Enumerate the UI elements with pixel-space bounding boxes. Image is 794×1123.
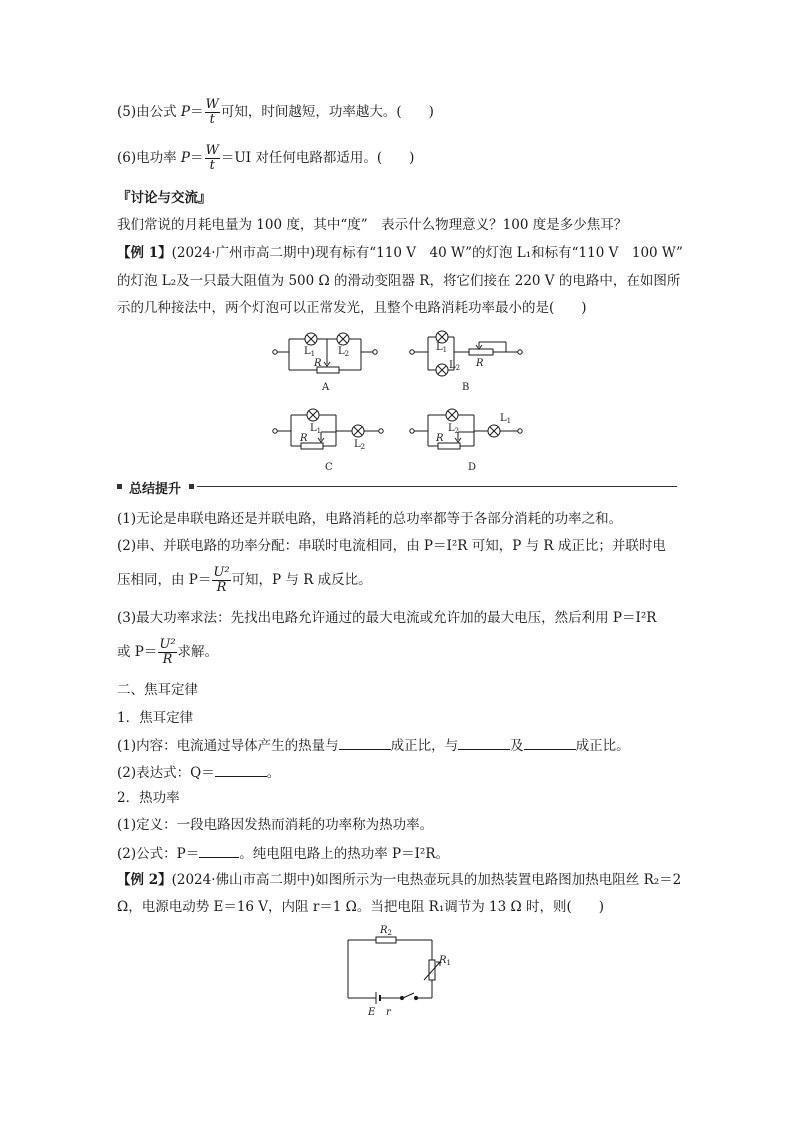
fraction-w-over-t: $\frac{W}{t}$ bbox=[205, 97, 219, 127]
fill-blank bbox=[199, 843, 239, 858]
label-a: A bbox=[322, 382, 330, 393]
example2-circuit-figure bbox=[336, 920, 456, 1020]
subsection-heat-power: 2．热功率 bbox=[117, 790, 180, 806]
label-e: E bbox=[368, 1007, 376, 1018]
divider bbox=[197, 486, 677, 487]
example1-line1: 【例 1】(2024·广州市高二期中)现有标有“110 V 40 W”的灯泡 L₁和标有“110 V 100 W” bbox=[117, 245, 683, 261]
summary-heading: 总结提升 bbox=[129, 482, 182, 497]
label-l2: $L_2$ bbox=[448, 423, 460, 435]
summary-point-1: (1)无论是串联电路还是并联电路，电路消耗的总功率都等于各部分消耗的功率之和。 bbox=[117, 511, 623, 527]
joule-law-content: (1)内容：电流通过导体产生的热量与 成正比，与 及 成正比。 bbox=[117, 735, 677, 755]
label-l1: $L_1$ bbox=[304, 346, 316, 358]
example1-circuit-figure bbox=[266, 328, 528, 476]
circuit-a bbox=[273, 333, 377, 373]
circuit-c bbox=[273, 409, 383, 449]
summary-point-3a: (3)最大功率求法：先找出电路允许通过的最大电流或允许加的最大电压，然后利用 P＝I²R bbox=[117, 610, 657, 626]
label-r: R bbox=[436, 433, 444, 444]
example1-line3: 示的几种接法中，两个灯泡可以正常发光，且整个电路消耗功率最小的是( ) bbox=[117, 300, 587, 316]
label-d: D bbox=[468, 462, 477, 473]
summary-point-2b: 压相同，由 P＝ $\frac{\text{U²}}{R}$ 可知，P 与 R 成反比。 bbox=[117, 565, 372, 595]
label-l2: $L_2$ bbox=[354, 439, 366, 451]
subsection-joule-law: 1．焦耳定律 bbox=[117, 710, 194, 726]
judgement-item-5: (5)由公式 P＝ $\frac{W}{t}$ 可知，时间越短，功率越大。( ) bbox=[117, 97, 434, 127]
fraction-u2-over-r: $\frac{\text{U²}}{R}$ bbox=[159, 637, 176, 667]
section-title: 二、焦耳定律 bbox=[117, 682, 198, 698]
example1-line2: 的灯泡 L₂及一只最大阻值为 500 Ω 的滑动变阻器 R，将它们接在 220 V 的电路中，在如图所 bbox=[117, 273, 681, 289]
heat-power-definition: (1)定义：一段电路因发热而消耗的功率称为热功率。 bbox=[117, 817, 434, 833]
label-l2: $L_2$ bbox=[449, 360, 461, 372]
label-r2: $R_2$ bbox=[380, 925, 392, 937]
example2-line1: 【例 2】(2024·佛山市高二期中)如图所示为一电热壶玩具的加热装置电路图加热电阻丝 R₂＝2 bbox=[117, 872, 682, 888]
judgement-item-6: (6)电功率 P＝ $\frac{W}{t}$ ＝UI 对任何电路都适用。( ) bbox=[117, 143, 415, 173]
summary-point-3b: 或 P＝ $\frac{\text{U²}}{R}$ 求解。 bbox=[117, 637, 219, 667]
fill-blank bbox=[458, 735, 510, 750]
summary-heading-bar bbox=[117, 480, 677, 497]
label-l2: $L_2$ bbox=[338, 346, 350, 358]
fill-blank bbox=[215, 762, 267, 777]
label-r: R bbox=[314, 358, 322, 369]
fraction-u2-over-r: $\frac{\text{U²}}{R}$ bbox=[213, 565, 230, 595]
label-r-internal: r bbox=[386, 1007, 391, 1018]
joule-law-expression: (2)表达式：Q＝ 。 bbox=[117, 762, 677, 782]
label-r1: $R_1$ bbox=[439, 955, 451, 967]
label-l1: $L_1$ bbox=[436, 342, 448, 354]
label-r: R bbox=[476, 358, 484, 369]
discussion-heading: 『讨论与交流』 bbox=[117, 190, 212, 206]
label-l1: $L_1$ bbox=[310, 423, 322, 435]
label-b: B bbox=[462, 382, 470, 393]
label-c: C bbox=[325, 462, 333, 473]
example1-label: 【例 1】 bbox=[117, 245, 172, 261]
example2-label: 【例 2】 bbox=[117, 872, 172, 888]
label-r: R bbox=[300, 433, 308, 444]
label-l1: $L_1$ bbox=[500, 413, 512, 425]
fill-blank bbox=[339, 735, 391, 750]
fill-blank bbox=[524, 735, 576, 750]
heat-power-formula: (2)公式：P＝ 。纯电阻电路上的热功率 P＝I²R。 bbox=[117, 843, 677, 863]
circuit-b bbox=[410, 331, 522, 376]
square-bullet-icon bbox=[117, 484, 122, 489]
fraction-w-over-t: $\frac{W}{t}$ bbox=[205, 143, 219, 173]
square-bullet-icon bbox=[189, 484, 194, 489]
summary-point-2a: (2)串、并联电路的功率分配：串联时电流相同，由 P＝I²R 可知，P 与 R 成正比；并联时电 bbox=[117, 538, 666, 554]
discussion-text: 我们常说的月耗电量为 100 度，其中“度” 表示什么物理意义？100 度是多少焦耳？ bbox=[117, 217, 628, 233]
example2-line2: Ω，电源电动势 E＝16 V，内阻 r＝1 Ω。当把电阻 R₁调节为 13 Ω 时，则( ) bbox=[117, 899, 605, 915]
